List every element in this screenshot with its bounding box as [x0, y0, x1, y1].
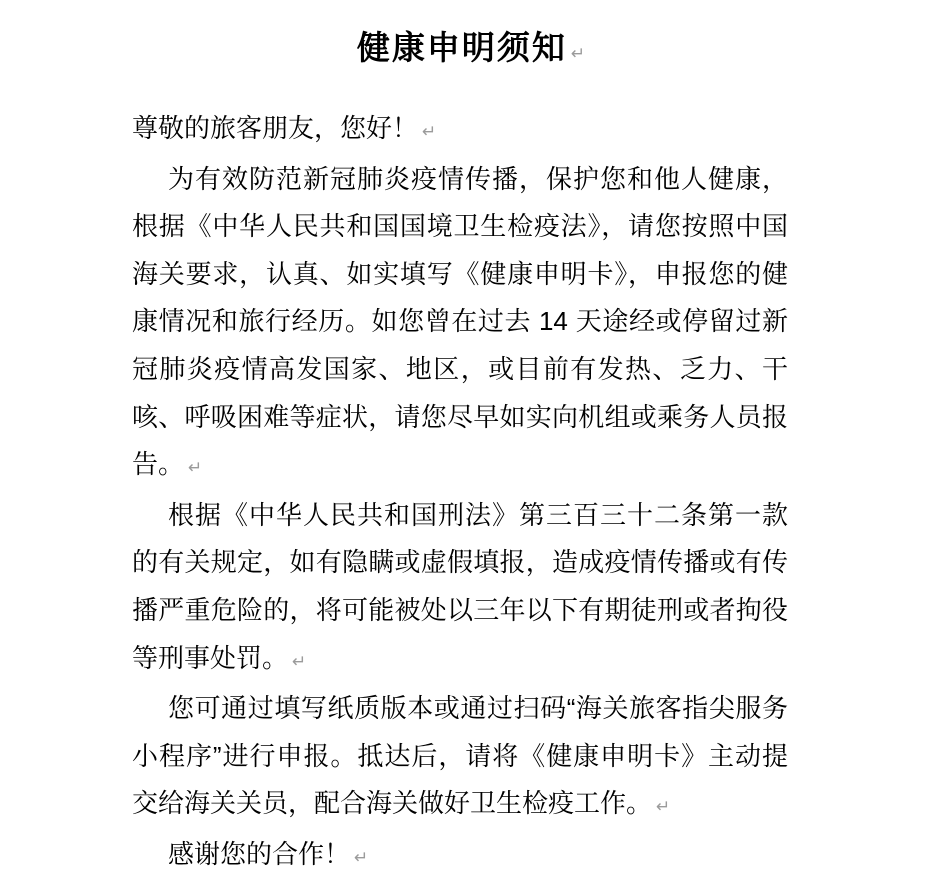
paragraph-text: 感谢您的合作！	[168, 838, 351, 869]
paragraph-legal-liability	[132, 492, 788, 685]
paragraph-return-icon: ↵	[570, 44, 586, 63]
paragraph-text: 尊敬的旅客朋友，您好！	[132, 113, 419, 143]
paragraph-return-icon: ↵	[188, 458, 203, 478]
paragraph-return-icon: ↵	[656, 797, 671, 817]
paragraph-declaration-requirement	[132, 156, 788, 492]
paragraph-text: 根据《中华人民共和国刑法》第三百三十二条第一款的有关规定，如有隐瞒或虚假填报，造成疫情传播或有传播严重危险的，将可能被处以三年以下有期徒刑或者拘役等刑事处罚。	[132, 499, 788, 673]
document-title	[0, 0, 942, 78]
document-body	[132, 105, 788, 882]
document-title-text: 健康申明须知	[356, 29, 567, 66]
paragraph-thanks	[132, 831, 788, 882]
paragraph-return-icon: ↵	[354, 847, 369, 867]
paragraph-text: 您可通过填写纸质版本或通过扫码“海关旅客指尖服务小程序”进行申报。抵达后，请将《健康申明卡》主动提交给海关关员，配合海关做好卫生检疫工作。	[132, 693, 788, 819]
paragraph-greeting	[132, 105, 788, 156]
paragraph-return-icon: ↵	[292, 651, 307, 671]
paragraph-text: 为有效防范新冠肺炎疫情传播，保护您和他人健康，根据《中华人民共和国国境卫生检疫法》，请您按照中国海关要求，认真、如实填写《健康申明卡》，申报您的健康情况和旅行经历。如您曾在过去 14 天途经或停留过新冠肺炎疫情高发国家、地区，或目前有发热、乏力、干咳、呼吸困难等症状，请您尽早如实向机组或乘务人员报告。	[132, 163, 788, 480]
paragraph-submission-methods	[132, 685, 788, 831]
paragraph-return-icon: ↵	[422, 122, 437, 141]
